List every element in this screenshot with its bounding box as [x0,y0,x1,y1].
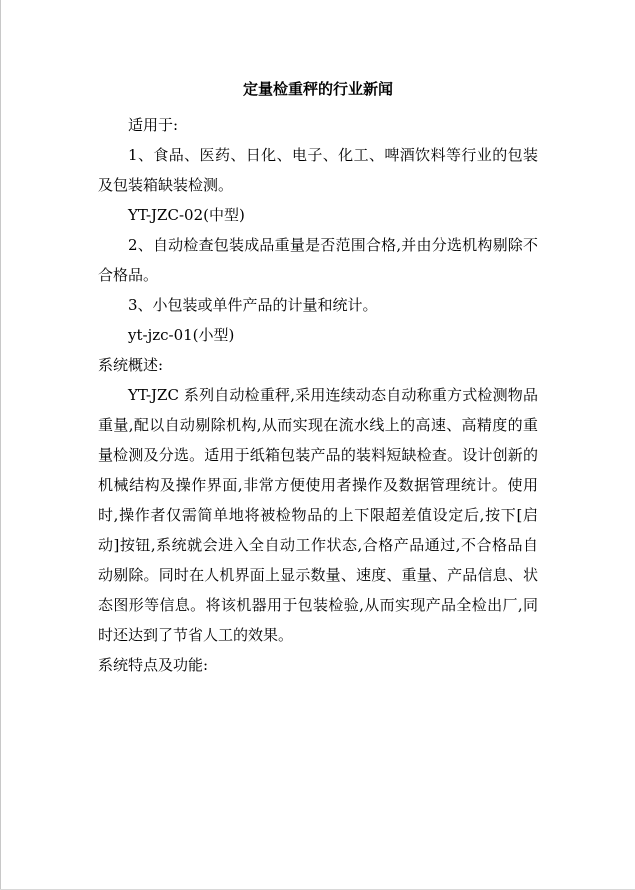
paragraph-applicable: 适用于: [128,116,179,134]
paragraph-item-3: 3、小包装或单件产品的计量和统计。 [128,296,378,314]
paragraph-model-small: yt-jzc-01(小型) [128,326,235,344]
paragraph-system-overview: YT-JZC 系列自动检重秤,采用连续动态自动称重方式检测物品重量,配以自动剔除机构,从而实现在流水线上的高速、高精度的重量检测及分选。适用于纸箱包装产品的装料短缺检查。设计创新的机械结构及操作界面,非常方便使用者操作及数据管理统计。使用时,操作者仅需简单地将被检物品的上下限超差值设定后,按下[启动]按钮,系统就会进入全自动工作状态,合格产品通过,不合格品自动剔除。同时在人机界面上显示数量、速度、重量、产品信息、状态图形等信息。将该机器用于包装检验,从而实现产品全检出厂,同时还达到了节省人工的效果。 [98,386,538,644]
document-title: 定量检重秤的行业新闻 [242,80,393,98]
paragraph-item-1: 1、食品、医药、日化、电子、化工、啤酒饮料等行业的包装及包装箱缺装检测。 [98,146,538,194]
page-edge [0,0,1,890]
document-body [98,78,538,680]
heading-system-overview: 系统概述: [98,356,164,374]
paragraph-model-medium: YT-JZC-02(中型) [128,206,245,224]
heading-system-features: 系统特点及功能: [98,656,209,674]
paragraph-item-2: 2、自动检查包装成品重量是否范围合格,并由分选机构剔除不合格品。 [98,236,538,284]
